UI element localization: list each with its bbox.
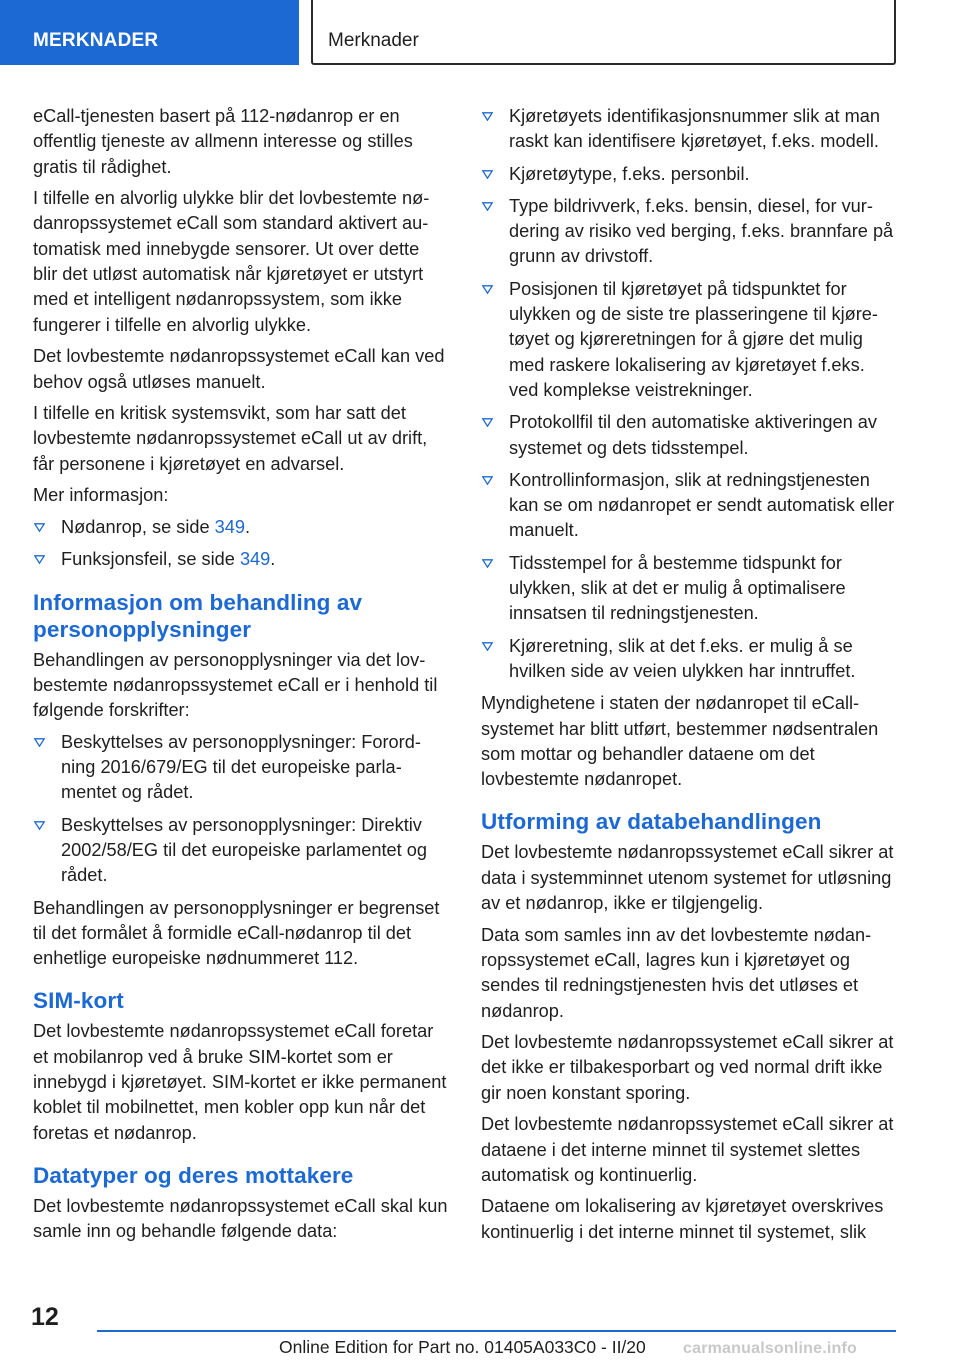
watermark: carmanualsonline.info [683,1340,858,1357]
section-heading: Datatyper og deres mottakere [33,1162,354,1188]
triangle-bullet-icon [482,112,493,121]
list-item [481,410,896,461]
list-item [33,547,448,572]
triangle-bullet-icon [482,170,493,179]
paragraph: eCall-tjenesten basert på 112-nødanrop er en offentlig tjeneste av allmenn interesse og stilles gratis til rådighet. [33,106,413,177]
triangle-bullet-icon [34,555,45,564]
paragraph: I tilfelle en alvorlig ulykke blir det lovbestemte nødanropssystemet eCall som standard aktivert automatisk med innebygde sensorer. Ut over dette blir det utløst automatisk når kjøretøyet er utstyrt med et intelligent nødanropssystem, som ikke fungerer i tilfelle en alvorlig ulykke. [33,188,430,335]
more-info-list [33,515,448,573]
paragraph: Det lovbestemte nødanropssystemet eCall kan ved behov også utløses manuelt. [33,346,445,392]
paragraph: Det lovbestemte nødanropssystemet eCall sikrer at dataene i det interne minnet til systemet slettes automatisk og kontinuerlig. [481,1114,894,1185]
list-item-text: Kjøreretning, slik at det f.eks. er mulig å se hvilken side av veien ulykken har inntruffet. [509,635,856,681]
section-heading: Utforming av databehandlingen [481,809,822,835]
page-number: 12 [31,1303,59,1331]
list-item [481,551,896,627]
data-types-list [481,104,896,684]
list-item-suffix: . [270,549,276,570]
list-item-text: Type bildrivverk, f.eks. bensin, diesel, for vurdering av risiko ved berging, f.eks. brannfare på grunn av drivstoff. [509,195,894,267]
paragraph: Behandlingen av personopplysninger via det lovbestemte nødanropssystemet eCall er i henhold til følgende forskrifter: [33,649,438,721]
list-item-text: Kontrollinformasjon, slik at redningstjenesten kan se om nødanropet er sendt automatisk eller manuelt. [509,469,895,541]
paragraph: Det lovbestemte nødanropssystemet eCall sikrer at det ikke er tilbakesporbart og ved normal drift ikke gir noen konstant sporing. [481,1032,894,1103]
page-header [0,0,960,66]
list-item [481,277,896,403]
triangle-bullet-icon [482,285,493,294]
list-item-text: Posisjonen til kjøretøyet på tidspunktet for ulykken og de siste tre plasseringene til kjøretøyet og kjøreretningen for å gjøre det mulig med raskere lokalisering av kjøretøyet f.eks. ved komplekse veistrekninger. [509,278,878,400]
list-item-text: Nødanrop, se side [61,516,215,537]
page-link[interactable]: 349 [214,516,246,537]
paragraph: Myndighetene i staten der nødanropet til eCall-systemet har blitt utført, bestemmer nødsentralen som mottar og behandler dataene om det lovbestemte nødanropet. [481,693,879,790]
list-item-suffix: . [245,516,251,537]
list-item [481,104,896,155]
list-item-text: Beskyttelses av personopplysninger: Direktiv 2002/58/EG til det europeiske parlamentet og rådet. [61,814,428,886]
triangle-bullet-icon [34,738,45,747]
footer-divider [97,1330,896,1332]
paragraph: Mer informasjon: [33,485,169,506]
list-item-text: Kjøretøyets identifikasjonsnummer slik at man raskt kan identifisere kjøretøyet, f.eks. modell. [509,106,880,152]
list-item [481,194,896,270]
list-item-text: Kjøretøytype, f.eks. personbil. [509,163,750,184]
paragraph: Data som samles inn av det lovbestemte nødanropssystemet eCall, lagres kun i kjøretøyet og sendes til redningstjenesten hvis det utløses et nødanrop. [481,924,872,1021]
triangle-bullet-icon [482,559,493,568]
chapter-title: Merknader [311,0,896,65]
list-item [481,634,896,685]
list-item-text: Protokollfil til den automatiske aktiveringen av systemet og dets tidsstempel. [509,412,877,458]
paragraph: Dataene om lokalisering av kjøretøyet overskrives kontinuerlig i det interne minnet til systemet, slik [481,1196,884,1242]
list-item-text: Beskyttelses av personopplysninger: Forordning 2016/679/EG til det europeiske parlamentet og rådet. [61,731,421,803]
paragraph: Det lovbestemte nødanropssystemet eCall foretar et mobilanrop ved å bruke SIM-kortet som er innebygd i kjøretøyet. SIM-kortet er ikke permanent koblet til mobilnettet, men kobler opp kun når det foretas et nødanrop. [33,1021,447,1143]
triangle-bullet-icon [482,476,493,485]
list-item [481,162,896,187]
page-link[interactable]: 349 [239,549,271,570]
triangle-bullet-icon [482,418,493,427]
paragraph: Det lovbestemte nødanropssystemet eCall sikrer at data i systemminnet utenom systemet for utløsning av et nødanrop, ikke er tilgjengelig. [481,842,894,914]
regulations-list [33,730,448,889]
section-tab[interactable]: MERKNADER [0,0,299,65]
list-item-text: Tidsstempel for å bestemme tidspunkt for ulykken, slik at det er mulig å optimalisere innsatsen til redningstjenesten. [509,552,846,624]
paragraph: Behandlingen av personopplysninger er begrenset til det formålet å formidle eCall-nødanrop til det enhetlige europeiske nødnummeret 112. [33,897,440,969]
list-item [33,730,448,806]
triangle-bullet-icon [482,202,493,211]
left-column [33,104,448,1251]
section-heading: SIM-kort [33,988,124,1014]
right-column [481,104,896,1251]
list-item [481,468,896,544]
edition-text: Online Edition for Part no. 01405A033C0 - II/20 [279,1337,646,1357]
section-heading: Informasjon om behandling av personopplysninger [33,589,363,642]
paragraph: I tilfelle en kritisk systemsvikt, som har satt det lovbestemte nødanropssystemet eCall ut av drift, får personene i kjøretøyet en advarsel. [33,403,428,474]
list-item-text: Funksjonsfeil, se side [61,549,240,570]
list-item [33,515,448,540]
paragraph: Det lovbestemte nødanropssystemet eCall skal kun samle inn og behandle følgende data: [33,1195,448,1242]
triangle-bullet-icon [34,821,45,830]
list-item [33,813,448,889]
triangle-bullet-icon [34,523,45,532]
triangle-bullet-icon [482,642,493,651]
